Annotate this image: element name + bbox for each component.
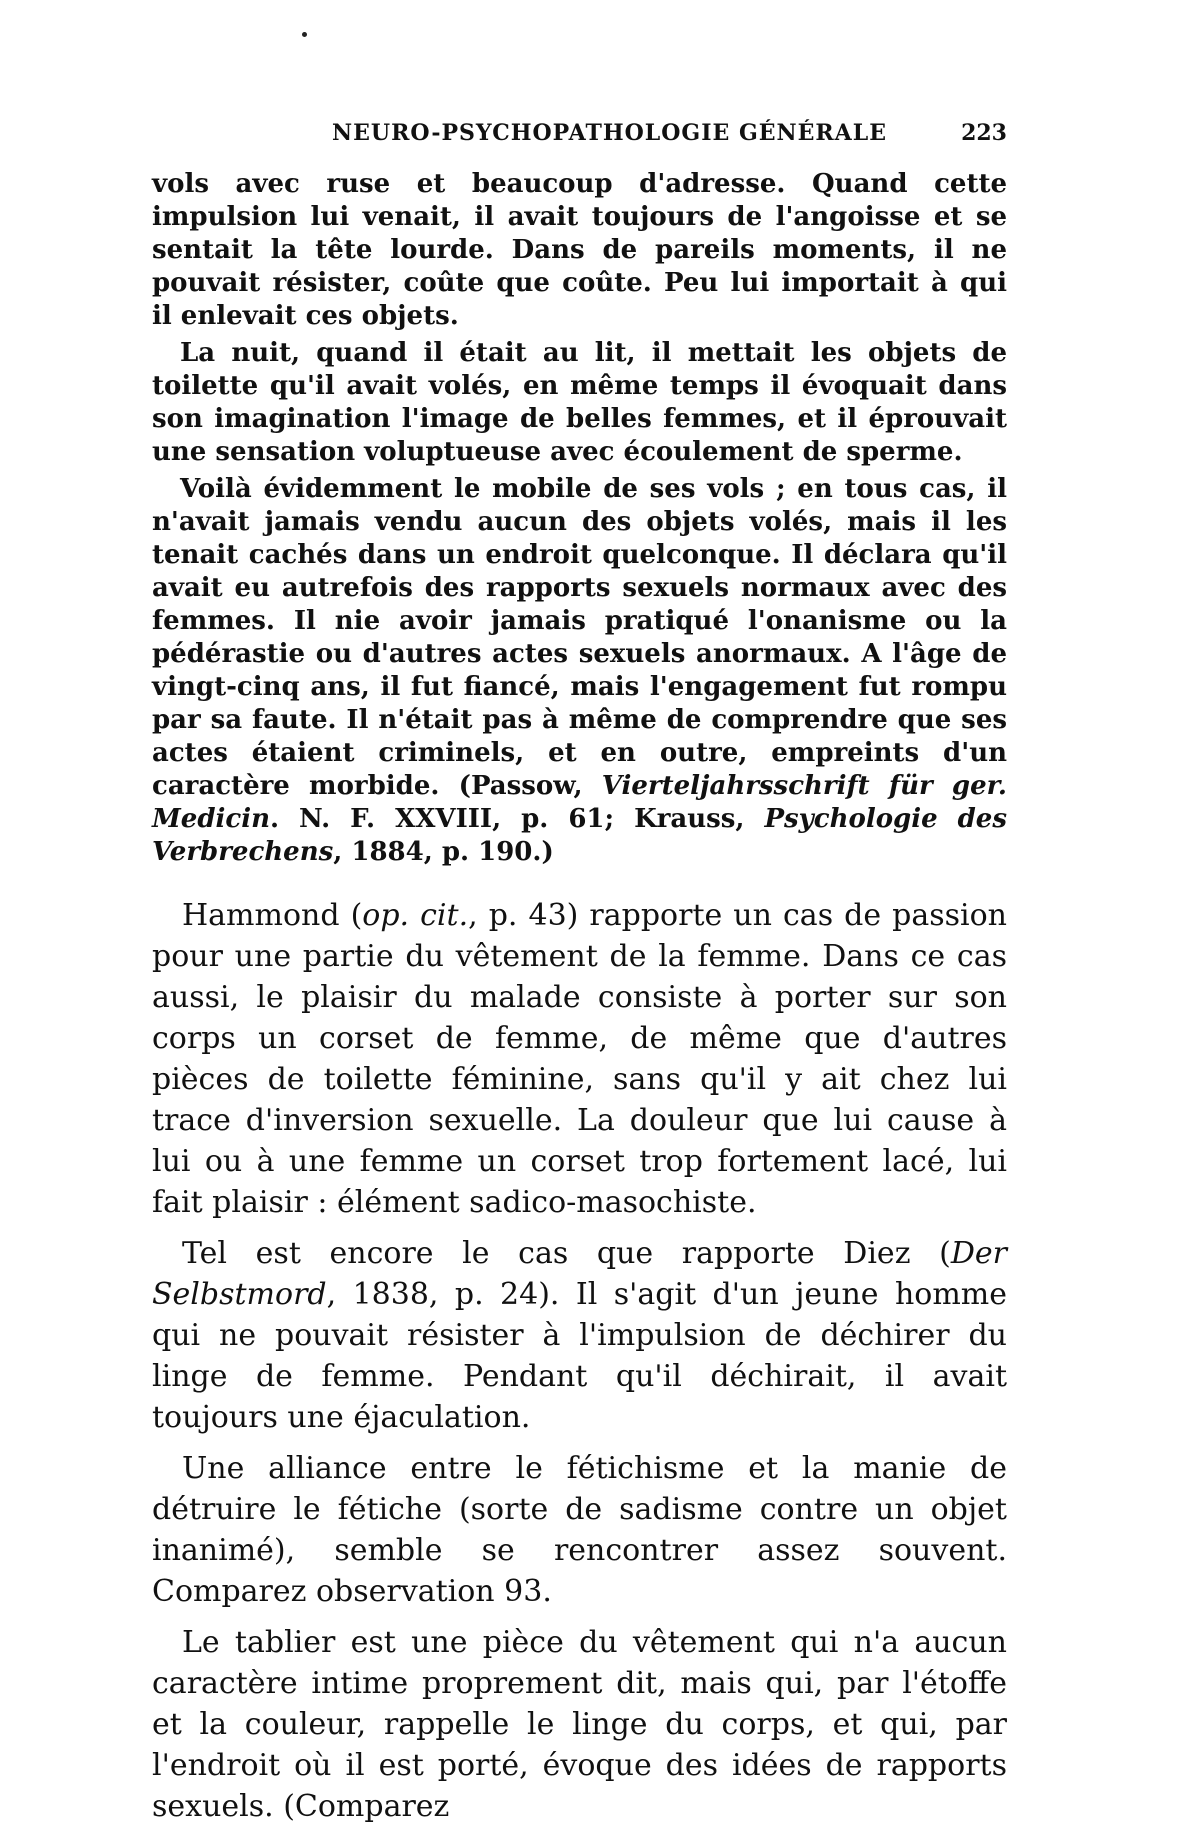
observation-paragraph: La nuit, quand il était au lit, il mettait les objets de toilette qu'il avait volés, en même temps il évoquait dans son imagination l'image de belles femmes, et il éprouvait une sensation voluptueuse avec écoulement de sperme. bbox=[152, 338, 1007, 467]
text-run: Voilà évidemment le mobile de ses vols ; en tous cas, il n'avait jamais vendu aucun des objets volés, mais il les tenait cachés dans un endroit quelconque. Il déclara qu'il avait eu autrefois des rapports sexuels normaux avec des femmes. Il nie avoir jamais pratiqué l'onanisme ou la pédérastie ou d'autres actes sexuels anormaux. A l'âge de vingt-cinq ans, il fut fiancé, mais l'engagement fut rompu par sa faute. Il n'était pas à même de comprendre que ses actes étaient criminels, et en outre, empreints d'un caractère morbide. (Passow, bbox=[152, 474, 1007, 801]
text-run: , 1838, p. 24). Il s'agit d'un jeune homme qui ne pouvait résister à l'impulsion de déchirer du linge de femme. Pendant qu'il déchirait, il avait toujours une éjaculation. bbox=[152, 1277, 1007, 1435]
text-run: . N. F. XXVIII, p. 61; Krauss, bbox=[270, 804, 765, 834]
running-title: NEURO-PSYCHOPATHOLOGIE GÉNÉRALE bbox=[332, 120, 887, 146]
body-paragraph bbox=[152, 895, 1007, 1223]
main-text bbox=[152, 895, 1007, 1837]
body-paragraph: Une alliance entre le fétichisme et la manie de détruire le fétiche (sorte de sadisme contre un objet inanimé), semble se rencontrer assez souvent. Comparez observation 93. bbox=[152, 1451, 1007, 1609]
citation-abbrev: op. cit. bbox=[362, 898, 469, 933]
page-number: 223 bbox=[961, 120, 1007, 146]
observation-paragraph bbox=[152, 473, 1007, 869]
observation-text bbox=[152, 168, 1007, 873]
citation-title: Vierteljahrsschrift für ger. Medicin bbox=[152, 771, 1007, 834]
body-paragraph bbox=[152, 1233, 1007, 1438]
stray-ink-dot bbox=[302, 32, 307, 37]
text-run: Hammond ( bbox=[182, 898, 363, 933]
text-run: , 1884, p. 190.) bbox=[333, 837, 554, 867]
text-run: , p. 43) rapporte un cas de passion pour une partie du vêtement de la femme. Dans ce cas aussi, le plaisir du malade consiste à porter sur son corps un corset de femme, de même que d'autres pièces de toilette féminine, sans qu'il y ait chez lui trace d'inversion sexuelle. La douleur que lui cause à lui ou à une femme un corset trop fortement lacé, lui fait plaisir : élément sadico-masochiste. bbox=[152, 898, 1007, 1220]
body-paragraph: Le tablier est une pièce du vêtement qui n'a aucun caractère intime proprement dit, mais qui, par l'étoffe et la couleur, rappelle le linge du corps, et qui, par l'endroit où il est porté, évoque des idées de rapports sexuels. (Comparez bbox=[152, 1625, 1007, 1824]
page-header bbox=[152, 120, 1007, 150]
text-run: Tel est encore le cas que rapporte Diez ( bbox=[182, 1236, 951, 1271]
citation-title: Psychologie des Verbrechens bbox=[152, 804, 1007, 867]
observation-paragraph: vols avec ruse et beaucoup d'adresse. Quand cette impulsion lui venait, il avait toujours de l'angoisse et se sentait la tête lourde. Dans de pareils moments, il ne pouvait résister, coûte que coûte. Peu lui importait à qui il enlevait ces objets. bbox=[152, 169, 1007, 331]
citation-title: Der Selbstmord bbox=[152, 1236, 1007, 1312]
